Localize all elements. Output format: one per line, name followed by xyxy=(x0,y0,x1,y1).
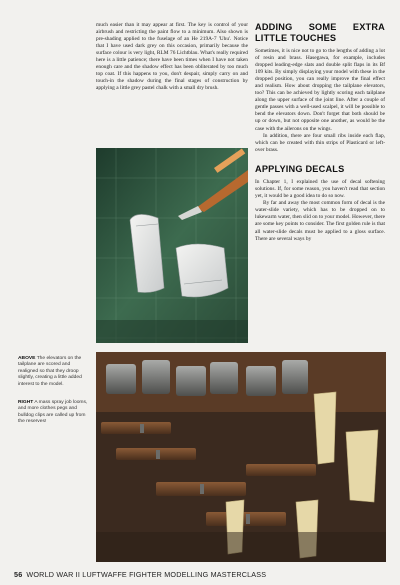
right-text-column xyxy=(255,22,385,243)
section-heading-extra-touches: ADDING SOME EXTRA LITTLE TOUCHES xyxy=(255,22,385,43)
clothes-pegs-photo xyxy=(96,352,386,562)
page-number: 56 xyxy=(14,570,23,579)
tailplane-elevators-photo xyxy=(96,148,248,343)
body-paragraph: Sometimes, it is nice not to go to the lengths of adding a lot of resin and brass. Hasegawa, for example, includes dropped leading-edge slats and double split flaps in its Bf 109 kits. By simply displaying your model with these in the dropped position, you can really improve the final effect and realism. How about dropping the tailplane elevators, too? This can be achieved by lightly scoring each tailplane along the upper surface of the joint line. After a couple of gentle passes with a well-used scalpel, it will be possible to bend the elevators down. Don't forget that both should be up or down, but not opposite one another, as would be the case with the ailerons on the wings. xyxy=(255,48,385,132)
cutting-mat-scene-image xyxy=(96,148,248,343)
page-footer xyxy=(14,570,266,579)
caption-right xyxy=(18,400,88,426)
caption-lead: RIGHT xyxy=(18,400,34,405)
left-text-column xyxy=(96,22,248,92)
caption-lead: ABOVE xyxy=(18,356,36,361)
body-paragraph: In addition, there are four small ribs inside each flap, which can be created with thin strips of Plasticard or left-over brass. xyxy=(255,132,385,153)
pegs-and-clips-image xyxy=(96,352,386,562)
caption-text: The elevators on the tailplane are scored and realigned so that they droop slightly, creating a little added interest to the model. xyxy=(18,356,82,387)
caption-above xyxy=(18,356,88,388)
section-heading-applying-decals: APPLYING DECALS xyxy=(255,163,345,174)
tailplane-part-right xyxy=(176,244,228,297)
caption-text: A mass spray job looms, and more clothes pegs and bulldog clips are called up from the reserves! xyxy=(18,400,88,425)
book-title: WORLD WAR II LUFTWAFFE FIGHTER MODELLING MASTERCLASS xyxy=(26,570,267,579)
body-paragraph: In Chapter 1, I explained the use of decal softening solutions. If, for some reason, you haven't read that section yet, it would be a good idea to do so now. xyxy=(255,179,385,200)
body-paragraph: much easier than it may appear at first. The key is control of your airbrush and restricting the paint flow to a minimum. Also shown is pre-shading applied to the fuselage of an He 219A-7 'Uhu'. Notice that I have used dark grey on this occasion, primarily because the surface colour is very light, RLM 76 Lichtblau. What's really required here is a little patience; there have been times when I have not taken enough care and the shadow effect has been obliterated by too much top coat. If this happens to you, don't despair, simply carry on and touch-in the shadow during the final stages of construction by applying a little grey pastel chalk with a small dry brush. xyxy=(96,22,248,92)
body-paragraph: By far and away the most common form of decal is the water-slide variety, which has to be dropped on to lukewarm water, then slid on to your model. However, there are some key points to consider. The first golden rule is that all water-slide decals must be applied to a gloss surface. There are several ways by xyxy=(255,200,385,242)
